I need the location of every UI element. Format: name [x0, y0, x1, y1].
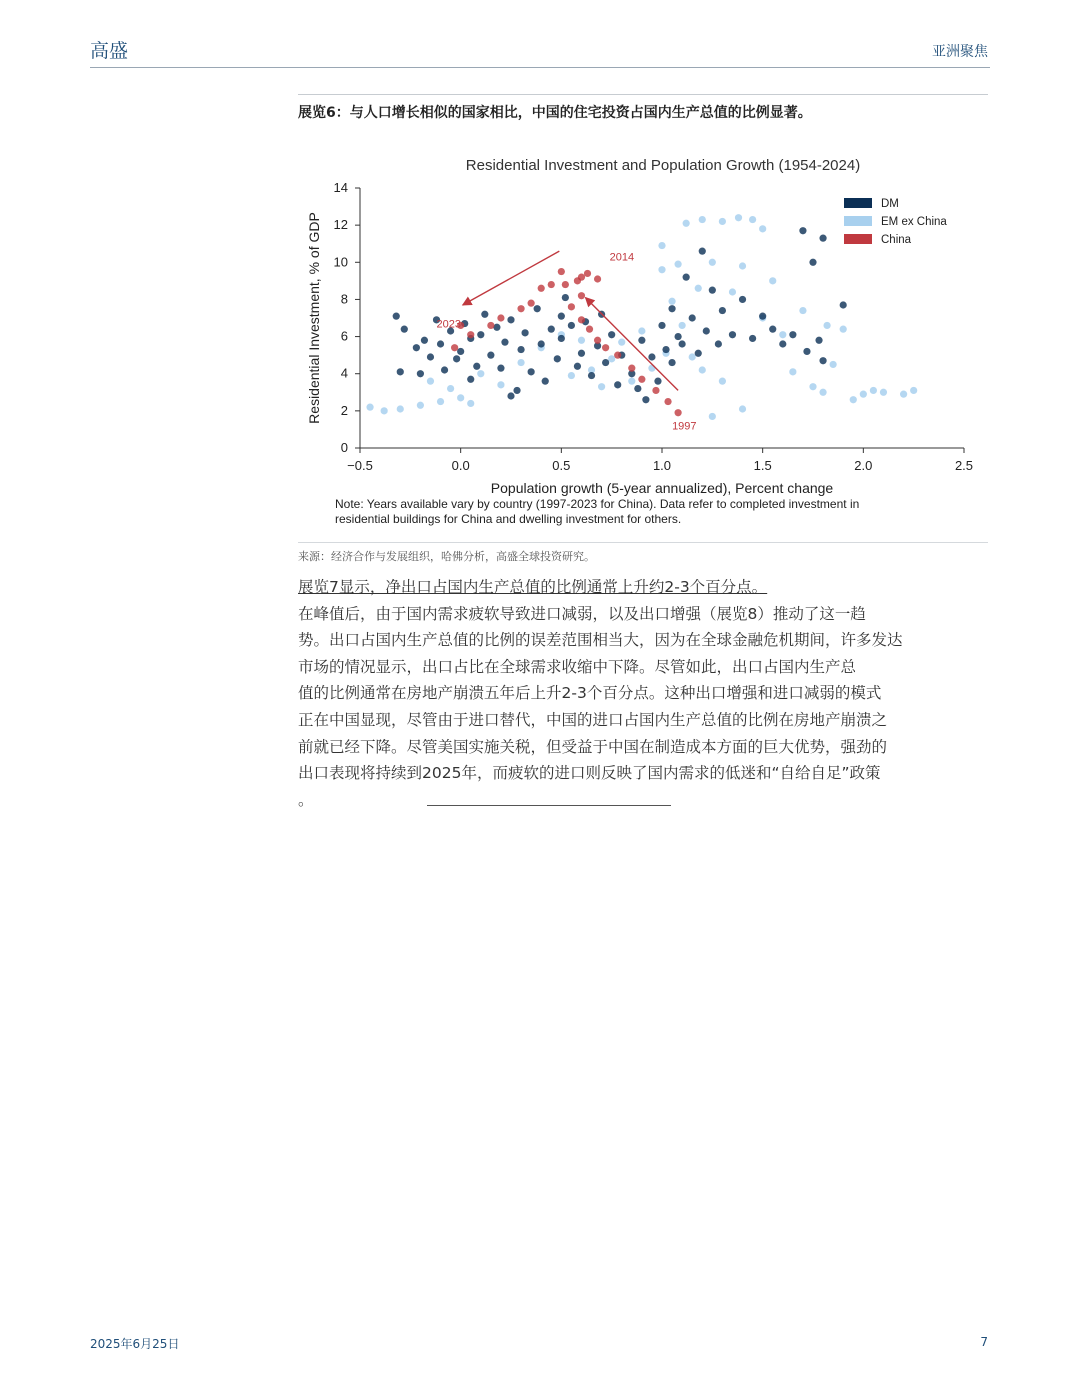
data-point-em-ex-china	[658, 242, 665, 249]
brand-logo-text: 高盛	[90, 40, 129, 62]
y-tick-label: 10	[333, 254, 348, 270]
data-point-em-ex-china	[739, 405, 746, 412]
data-point-dm	[803, 348, 810, 355]
data-point-china	[538, 285, 545, 292]
data-point-china	[578, 274, 585, 281]
data-point-em-ex-china	[457, 394, 464, 401]
chart-note-line1: Note: Years available vary by country (1997-2023 for China). Data refer to completed investment in	[335, 497, 860, 511]
data-point-china	[628, 365, 635, 372]
scatter-chart	[298, 140, 988, 540]
body-line: 出口表现将持续到2025年，而疲软的进口则反映了国内需求的低迷和“自给自足”政策	[298, 764, 881, 783]
data-point-em-ex-china	[709, 259, 716, 266]
data-point-em-ex-china	[735, 214, 742, 221]
section-title: 亚洲聚焦	[932, 44, 988, 60]
data-point-dm	[521, 329, 528, 336]
data-point-dm	[542, 378, 549, 385]
data-point-em-ex-china	[683, 220, 690, 227]
data-point-dm	[517, 346, 524, 353]
y-tick-label: 0	[340, 440, 348, 455]
data-point-dm	[578, 350, 585, 357]
data-point-dm	[614, 381, 621, 388]
data-point-dm	[719, 307, 726, 314]
data-point-china	[652, 387, 659, 394]
data-point-china	[487, 322, 494, 329]
data-point-em-ex-china	[675, 261, 682, 268]
legend-label: DM	[881, 198, 899, 210]
x-tick-label: 0.0	[451, 458, 470, 473]
data-point-china	[584, 270, 591, 277]
data-point-em-ex-china	[618, 339, 625, 346]
data-point-dm	[715, 340, 722, 347]
data-point-em-ex-china	[699, 366, 706, 373]
data-point-em-ex-china	[823, 322, 830, 329]
data-point-dm	[437, 340, 444, 347]
data-point-china	[664, 398, 671, 405]
data-point-em-ex-china	[695, 285, 702, 292]
plot-area	[334, 180, 974, 473]
legend-swatch	[844, 198, 872, 208]
data-point-dm	[513, 387, 520, 394]
data-point-dm	[729, 331, 736, 338]
legend-label: China	[881, 234, 912, 246]
data-point-dm	[739, 296, 746, 303]
data-point-dm	[534, 305, 541, 312]
x-tick-label: 0.5	[552, 458, 571, 473]
data-point-em-ex-china	[608, 355, 615, 362]
data-point-dm	[397, 368, 404, 375]
body-line: 正在中国显现，尽管由于进口替代，中国的进口占国内生产总值的比例在房地产崩溃之	[298, 710, 888, 729]
data-point-em-ex-china	[830, 361, 837, 368]
data-point-em-ex-china	[870, 387, 877, 394]
y-tick-label: 4	[340, 365, 348, 381]
data-point-em-ex-china	[840, 326, 847, 333]
legend-swatch	[844, 216, 872, 226]
data-point-dm	[413, 344, 420, 351]
data-point-em-ex-china	[799, 307, 806, 314]
trend-arrow	[463, 251, 560, 305]
y-tick-label: 12	[333, 217, 348, 233]
data-point-em-ex-china	[789, 368, 796, 375]
data-point-dm	[453, 355, 460, 362]
data-point-dm	[703, 327, 710, 334]
data-point-dm	[393, 313, 400, 320]
data-point-em-ex-china	[819, 389, 826, 396]
data-point-em-ex-china	[719, 218, 726, 225]
data-point-em-ex-china	[850, 396, 857, 403]
data-point-dm	[642, 396, 649, 403]
data-point-dm	[689, 314, 696, 321]
x-tick-label: 1.5	[753, 458, 772, 473]
data-point-dm	[507, 392, 514, 399]
page-number: 7	[980, 1335, 988, 1349]
data-point-em-ex-china	[427, 378, 434, 385]
data-point-em-ex-china	[477, 370, 484, 377]
chart-title: Residential Investment and Population Growth (1954-2024)	[465, 157, 861, 174]
data-point-em-ex-china	[699, 216, 706, 223]
data-point-dm	[441, 366, 448, 373]
data-point-em-ex-china	[739, 262, 746, 269]
data-point-em-ex-china	[880, 389, 887, 396]
data-point-china	[528, 300, 535, 307]
data-point-china	[586, 326, 593, 333]
data-point-dm	[554, 355, 561, 362]
data-point-dm	[473, 363, 480, 370]
data-point-dm	[558, 335, 565, 342]
exhibit-divider-top	[298, 94, 988, 95]
data-point-em-ex-china	[679, 322, 686, 329]
x-tick-label: 2.0	[854, 458, 873, 473]
data-point-china	[517, 305, 524, 312]
data-point-dm	[679, 340, 686, 347]
data-point-em-ex-china	[668, 298, 675, 305]
data-point-dm	[602, 359, 609, 366]
body-line: 在峰值后，由于国内需求疲软导致进口减弱，以及出口增强（展览8）推动了这一趋	[298, 604, 866, 623]
body-line[interactable]: 展览7显示，净出口占国内生产总值的比例通常上升约2-3个百分点。	[298, 578, 768, 596]
data-point-china	[602, 344, 609, 351]
data-point-china	[578, 292, 585, 299]
data-point-dm	[634, 385, 641, 392]
data-point-dm	[779, 340, 786, 347]
data-point-dm	[759, 313, 766, 320]
legend-label: EM ex China	[881, 216, 947, 228]
data-point-china	[614, 352, 621, 359]
annotation-label: 2023	[436, 318, 461, 331]
data-point-china	[467, 331, 474, 338]
data-point-dm	[648, 353, 655, 360]
exhibit-divider-bottom	[298, 542, 988, 543]
body-line: 值的比例通常在房地产崩溃五年后上升2-3个百分点。这种出口增强和进口减弱的模式	[298, 684, 882, 703]
data-point-china	[675, 409, 682, 416]
data-point-dm	[467, 376, 474, 383]
data-point-dm	[662, 346, 669, 353]
data-point-dm	[477, 331, 484, 338]
y-tick-label: 8	[340, 291, 348, 307]
data-point-dm	[840, 301, 847, 308]
data-point-em-ex-china	[447, 385, 454, 392]
data-point-em-ex-china	[397, 405, 404, 412]
data-point-em-ex-china	[648, 365, 655, 372]
data-point-dm	[507, 316, 514, 323]
data-point-dm	[574, 363, 581, 370]
data-point-dm	[538, 340, 545, 347]
data-point-dm	[457, 348, 464, 355]
data-point-dm	[562, 294, 569, 301]
data-point-em-ex-china	[759, 225, 766, 232]
data-point-china	[562, 281, 569, 288]
data-point-dm	[699, 248, 706, 255]
data-point-dm	[608, 331, 615, 338]
data-point-dm	[528, 368, 535, 375]
annotation-label: 2014	[609, 251, 635, 264]
x-tick-label: 1.0	[652, 458, 672, 473]
data-point-em-ex-china	[366, 404, 373, 411]
x-axis-label: Population growth (5-year annualized), Percent change	[490, 480, 834, 496]
data-point-em-ex-china	[638, 327, 645, 334]
data-point-em-ex-china	[467, 400, 474, 407]
data-point-dm	[558, 313, 565, 320]
data-point-dm	[658, 322, 665, 329]
data-point-dm	[819, 357, 826, 364]
data-point-dm	[809, 259, 816, 266]
legend-swatch	[844, 234, 872, 244]
data-point-dm	[501, 339, 508, 346]
data-point-em-ex-china	[719, 378, 726, 385]
data-point-em-ex-china	[860, 391, 867, 398]
data-point-dm	[588, 372, 595, 379]
header-divider	[90, 67, 990, 68]
data-point-em-ex-china	[517, 359, 524, 366]
data-point-dm	[799, 227, 806, 234]
data-point-em-ex-china	[769, 277, 776, 284]
data-point-em-ex-china	[900, 391, 907, 398]
data-point-em-ex-china	[809, 383, 816, 390]
data-point-dm	[654, 378, 661, 385]
body-text	[298, 574, 998, 813]
data-point-china	[548, 281, 555, 288]
annotation-label: 1997	[672, 420, 697, 433]
data-point-em-ex-china	[689, 353, 696, 360]
data-point-dm	[401, 326, 408, 333]
data-point-em-ex-china	[628, 378, 635, 385]
y-axis-label: Residential Investment, % of GDP	[306, 212, 322, 424]
source-note: 来源：经济合作与发展组织，哈佛分析，高盛全球投资研究。	[298, 550, 595, 563]
data-point-china	[578, 316, 585, 323]
y-tick-label: 2	[340, 402, 348, 418]
data-point-dm	[638, 337, 645, 344]
data-point-dm	[815, 337, 822, 344]
data-point-em-ex-china	[709, 413, 716, 420]
y-tick-label: 14	[333, 180, 348, 195]
text-underline-rule	[427, 805, 671, 806]
x-tick-label: −0.5	[347, 458, 373, 473]
data-point-dm	[548, 326, 555, 333]
chart-note-line2: residential buildings for China and dwelling investment for others.	[335, 512, 682, 526]
data-point-china	[568, 303, 575, 310]
data-point-dm	[668, 305, 675, 312]
data-point-em-ex-china	[417, 402, 424, 409]
data-point-em-ex-china	[729, 288, 736, 295]
x-tick-label: 2.5	[954, 458, 974, 473]
data-point-dm	[819, 235, 826, 242]
data-point-dm	[497, 365, 504, 372]
data-point-china	[497, 314, 504, 321]
data-point-em-ex-china	[381, 407, 388, 414]
data-point-dm	[668, 359, 675, 366]
body-line: 势。出口占国内生产总值的比例的误差范围相当大，因为在全球金融危机期间，许多发达	[298, 631, 903, 650]
data-point-em-ex-china	[437, 398, 444, 405]
data-point-em-ex-china	[749, 216, 756, 223]
data-point-em-ex-china	[598, 383, 605, 390]
data-point-em-ex-china	[578, 337, 585, 344]
data-point-em-ex-china	[658, 266, 665, 273]
body-line: 市场的情况显示，出口占比在全球需求收缩中下降。尽管如此，出口占国内生产总	[298, 657, 857, 676]
data-point-china	[594, 337, 601, 344]
data-point-em-ex-china	[568, 372, 575, 379]
data-point-dm	[695, 350, 702, 357]
data-point-dm	[789, 331, 796, 338]
data-point-dm	[427, 353, 434, 360]
y-tick-label: 6	[340, 328, 348, 344]
footer-date: 2025年6月25日	[90, 1337, 180, 1351]
data-point-dm	[683, 274, 690, 281]
data-point-em-ex-china	[779, 331, 786, 338]
data-point-dm	[487, 352, 494, 359]
data-point-dm	[709, 287, 716, 294]
body-line: 。	[298, 790, 314, 809]
data-point-dm	[749, 335, 756, 342]
body-line: 前就已经下降。尽管美国实施关税，但受益于中国在制造成本方面的巨大优势，强劲的	[298, 737, 888, 756]
data-point-dm	[481, 311, 488, 318]
data-point-china	[638, 376, 645, 383]
data-point-em-ex-china	[497, 381, 504, 388]
data-point-china	[451, 344, 458, 351]
exhibit-title: 展览6：与人口增长相似的国家相比，中国的住宅投资占国内生产总值的比例显著。	[298, 105, 812, 121]
data-point-dm	[568, 322, 575, 329]
data-point-dm	[769, 326, 776, 333]
data-point-em-ex-china	[910, 387, 917, 394]
data-point-dm	[421, 337, 428, 344]
data-point-china	[558, 268, 565, 275]
data-point-dm	[675, 333, 682, 340]
data-point-china	[594, 275, 601, 282]
data-point-dm	[417, 370, 424, 377]
